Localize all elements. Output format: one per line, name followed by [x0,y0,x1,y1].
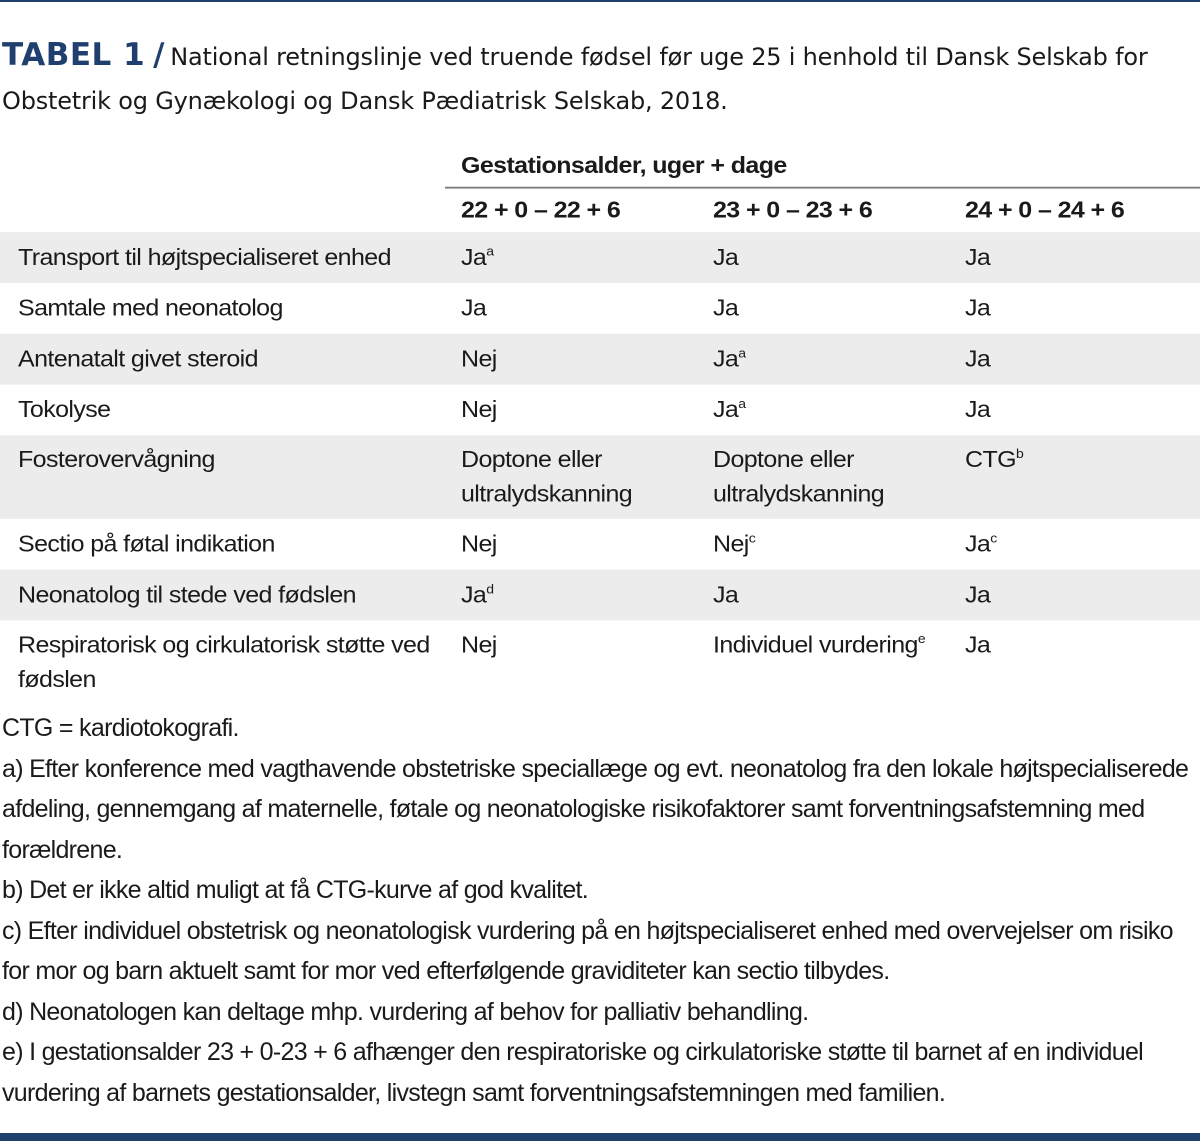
cell-value: Ja [461,295,487,322]
column-header: 24 + 0 – 24 + 6 [965,197,1125,223]
table-cell [697,283,949,334]
cell-value: Nej [461,346,497,372]
gestational-age-header: Gestationsalder, uger + dage [445,145,1200,188]
row-label: Neonatolog til stede ved fødslen [0,570,445,621]
bottom-rule [0,1133,1200,1141]
footnote-marker: c [990,530,998,546]
title-separator: / [153,37,165,73]
row-label: Antenatalt givet steroid [0,334,445,385]
cell-value: Ja [965,346,991,372]
cell-value: Ja [713,244,739,271]
cell-value: Ja [713,397,739,423]
cell-value: Nej [461,397,497,423]
row-label: Transport til højtspecialiseret enhed [0,232,445,283]
footnote-marker: e [917,631,926,646]
table-row [0,283,1200,334]
table-cell [697,232,949,283]
table-row [0,232,1200,283]
row-label: Samtale med neonatolog [18,295,283,322]
guideline-table-wrapper [0,145,1200,704]
cell-value: Ja [965,295,991,322]
table-cell [445,334,697,385]
footnote-marker: a [738,396,747,411]
empty-header-cell [0,145,445,188]
table-cell [949,435,1200,518]
table-caption [2,33,1197,123]
table-cell [445,283,697,334]
footnote-c: c) Efter individuel obstetrisk og neonatologisk vurdering på en højtspecialiseret enhed med overvejelser om risiko for mor og barn aktuelt samt for mor ved efterfølgende graviditeter kan sectio tilbydes. [2,916,1173,985]
cell-value: Nej [461,632,497,658]
table-row [0,519,1200,570]
table-cell [445,385,697,436]
table-cell [445,519,697,570]
table-cell [949,385,1200,436]
table-footnotes [2,708,1198,1113]
empty-header-cell [0,188,445,232]
table-row [0,385,1200,436]
footnote-a: a) Efter konference med vagthavende obstetriske speciallæge og evt. neonatolog fra den lokale højtspecialiserede afdeling, gennemgang af maternelle, føtale og neonatologiske risikofaktorer samt forventningsafstemning med forældrene. [2,754,1189,864]
cell-value: Ja [965,531,991,557]
table-cell [445,435,697,518]
column-header: 23 + 0 – 23 + 6 [713,197,873,223]
cell-value: Doptone eller ultralydskanning [461,447,633,508]
caption-text: National retningslinje ved truende fødsel før uge 25 i henhold til Dansk Selskab for Obstetrik og Gynækologi og Dansk Pædiatrisk Selskab, 2018. [2,43,1148,115]
footnote-marker: b [1015,446,1024,461]
footnote-e: e) I gestationsalder 23 + 0-23 + 6 afhænger den respiratoriske og cirkulatoriske støtte til barnet af en individuel vurdering af barnets gestationsalder, livstegn samt forventningsafstemningen med familien. [2,1038,1144,1107]
abbreviation-note: CTG = kardiotokografi. [2,714,239,742]
cell-value: Ja [713,295,739,322]
cell-value: Nej [461,531,497,557]
cell-value: Nej [713,531,749,557]
row-label: Fosterovervågning [0,435,445,518]
table-cell [949,232,1200,283]
table-cell [445,621,697,704]
cell-value: Individuel vurdering [713,632,918,658]
table-cell [949,519,1200,570]
cell-value: Ja [713,346,739,372]
row-label: Tokolyse [18,397,111,423]
footnote-marker: c [748,530,756,546]
table-label: TABEL 1 [2,37,146,73]
table-cell [697,385,949,436]
table-row [0,621,1200,704]
group-header-row [0,145,1200,188]
table-row [0,570,1200,621]
column-header-row [0,188,1200,232]
cell-value: CTG [965,447,1016,473]
footnote-d: d) Neonatologen kan deltage mhp. vurdering af behov for palliativ behandling. [2,997,809,1026]
table-cell [697,334,949,385]
table-cell [445,232,697,283]
row-label: Sectio på føtal indikation [18,531,275,557]
table-cell [949,570,1200,621]
table-cell [949,334,1200,385]
cell-value: Ja [965,582,991,608]
cell-value: Ja [461,244,487,271]
cell-value: Ja [965,632,991,658]
table-cell [697,621,949,704]
footnote-marker: a [486,243,495,259]
cell-value: Ja [713,582,739,608]
footnote-marker: d [486,581,495,597]
cell-value: Doptone eller ultralydskanning [713,447,885,508]
table-cell [697,435,949,518]
table-cell [445,570,697,621]
column-header: 22 + 0 – 22 + 6 [461,197,621,223]
table-cell [697,570,949,621]
table-cell [697,519,949,570]
footnote-marker: a [738,345,747,361]
table-cell [949,621,1200,704]
cell-value: Ja [965,397,991,423]
table-cell [949,283,1200,334]
footnote-b: b) Det er ikke altid muligt at få CTG-kurve af god kvalitet. [2,876,589,904]
top-rule [0,0,1200,2]
table-row [0,435,1200,518]
cell-value: Ja [461,582,487,608]
cell-value: Ja [965,244,991,271]
guideline-table [0,145,1200,704]
table-row [0,334,1200,385]
row-label: Respiratorisk og cirkulatorisk støtte ved fødslen [18,632,430,693]
